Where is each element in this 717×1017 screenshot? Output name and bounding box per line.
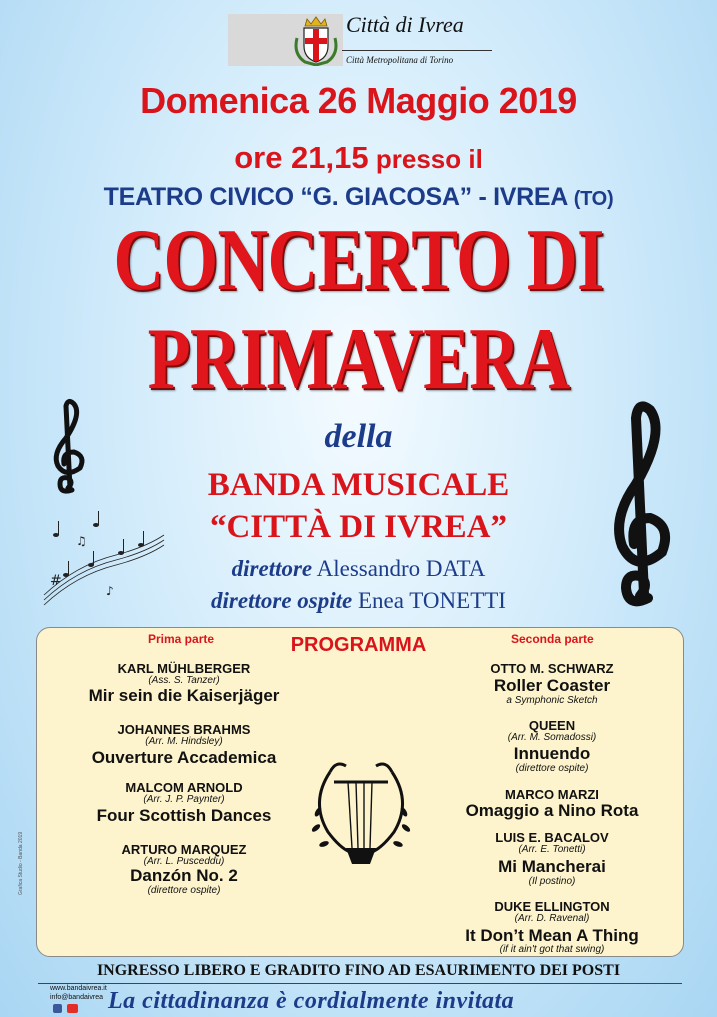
divider <box>38 983 682 984</box>
della-text: della <box>324 418 393 455</box>
seconda-note-4: (Il postino) <box>528 876 576 887</box>
seconda-parte-label: Seconda parte <box>511 632 594 646</box>
band-name-line-2: “CITTÀ DI IVREA” <box>209 509 508 545</box>
city-name: Città di Ivrea <box>346 12 464 37</box>
guest-director-label: direttore ospite <box>211 588 353 613</box>
venue-province: (TO) <box>573 188 614 210</box>
prima-arr-1: (Ass. S. Tanzer) <box>148 675 220 686</box>
prima-note-4: (direttore ospite) <box>147 885 221 896</box>
youtube-icon[interactable] <box>67 1004 78 1013</box>
prima-piece-2: Ouverture Accademica <box>91 748 277 767</box>
invitation-text: La cittadinanza è cordialmente invitata <box>108 988 515 1014</box>
metro-name: Città Metropolitana di Torino <box>346 55 454 65</box>
seconda-note-5: (if it ain't got that swing) <box>499 944 605 955</box>
credit-text: Grafica Studio - Banda 2019 <box>18 831 24 895</box>
seconda-composer-3: MARCO MARZI <box>505 787 599 802</box>
prima-parte-label: Prima parte <box>148 632 215 646</box>
seconda-piece-3: Omaggio a Nino Rota <box>465 801 639 820</box>
seconda-arr-4: (Arr. E. Tonetti) <box>518 844 586 855</box>
band-name-line-1: BANDA MUSICALE <box>207 467 510 503</box>
facebook-icon[interactable] <box>53 1004 62 1013</box>
seconda-arr-2: (Arr. M. Somadossi) <box>507 732 597 743</box>
director <box>0 556 717 582</box>
city-crest-icon <box>291 14 341 66</box>
prima-arr-3: (Arr. J. P. Paynter) <box>143 794 225 805</box>
prima-arr-2: (Arr. M. Hindsley) <box>145 736 223 747</box>
concert-title-line-1: CONCERTO DI <box>113 212 604 309</box>
seconda-piece-2: Innuendo <box>513 744 591 763</box>
venue-name: TEATRO CIVICO “G. GIACOSA” - IVREA <box>103 183 574 211</box>
event-venue <box>0 183 717 212</box>
svg-text:♪: ♪ <box>106 584 114 598</box>
prima-arr-4: (Arr. L. Pusceddu) <box>143 856 225 867</box>
svg-text:#: # <box>50 573 62 589</box>
svg-text:♫: ♫ <box>76 534 87 548</box>
seconda-arr-5: (Arr. D. Ravenal) <box>514 913 590 924</box>
concert-title-line-2: PRIMAVERA <box>147 311 570 408</box>
seconda-composer-4: LUIS E. BACALOV <box>495 830 609 845</box>
divider <box>342 50 492 51</box>
lyre-icon <box>300 752 422 882</box>
time-suffix: presso il <box>368 144 483 174</box>
event-date: Domenica 26 Maggio 2019 <box>140 80 577 121</box>
prima-piece-3: Four Scottish Dances <box>96 806 272 825</box>
email-link[interactable]: info@bandaivrea <box>50 994 104 1001</box>
seconda-piece-5: It Don’t Mean A Thing <box>465 926 639 945</box>
ingresso-notice: INGRESSO LIBERO E GRADITO FINO AD ESAURIMENTO DEI POSTI <box>96 962 621 979</box>
director-label: direttore <box>231 556 313 581</box>
director-name: Alessandro DATA <box>312 556 486 581</box>
programma-title: PROGRAMMA <box>290 634 427 656</box>
prima-piece-4: Danzón No. 2 <box>130 866 238 885</box>
seconda-note-1: a Symphonic Sketch <box>506 695 598 706</box>
guest-director <box>0 588 717 614</box>
website-link[interactable]: www.bandaivrea.it <box>50 985 107 992</box>
event-time <box>0 140 717 176</box>
prima-composer-1: KARL MÜHLBERGER <box>117 661 251 676</box>
seconda-composer-1: OTTO M. SCHWARZ <box>490 661 614 676</box>
seconda-note-2: (direttore ospite) <box>515 763 589 774</box>
seconda-composer-2: QUEEN <box>528 718 576 733</box>
time-value: ore 21,15 <box>234 140 369 175</box>
prima-composer-2: JOHANNES BRAHMS <box>117 722 251 737</box>
seconda-piece-4: Mi Mancherai <box>498 857 606 876</box>
prima-piece-1: Mir sein die Kaiserjäger <box>88 686 280 705</box>
seconda-piece-1: Roller Coaster <box>493 676 611 695</box>
prima-composer-4: ARTURO MARQUEZ <box>121 842 247 857</box>
seconda-composer-5: DUKE ELLINGTON <box>494 899 610 914</box>
prima-composer-3: MALCOM ARNOLD <box>125 780 243 795</box>
guest-director-name: Enea TONETTI <box>352 588 506 613</box>
